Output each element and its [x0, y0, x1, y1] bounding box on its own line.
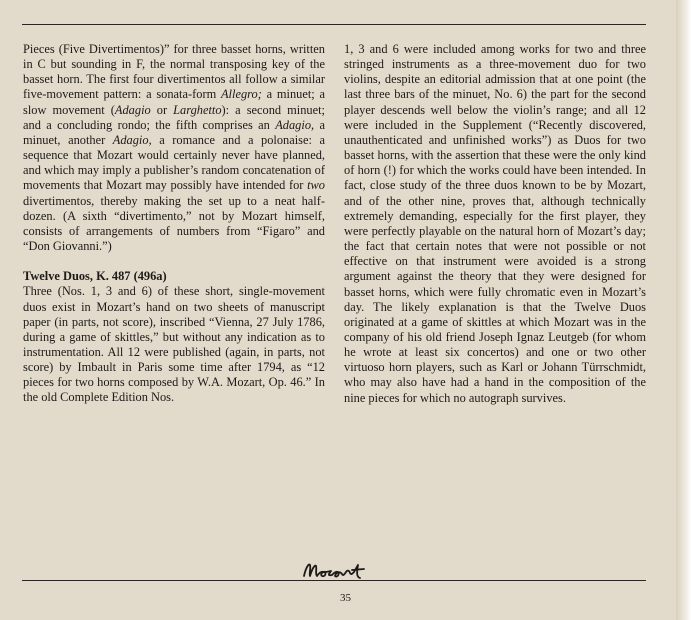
- bottom-rule: [22, 580, 646, 581]
- page-spine-shadow: [676, 0, 691, 620]
- left-paragraph-2: Three (Nos. 1, 3 and 6) of these short, single-movement duos exist in Mozart’s hand on two sheets of manuscript paper (in parts, not score), inscribed “Vienna, 27 July 1786, during a game of skittles,” but without any indication as to instrumentation. All 12 were published (again, in parts, not score) by Imbault in Paris some time after 1794, as “12 pieces for two horns composed by W.A. Mozart, Op. 46.” In the old Complete Edition Nos.: [23, 284, 325, 405]
- left-paragraph-1: Pieces (Five Divertimentos)” for three basset horns, written in C but sounding in F, the normal transposing key of the basset horn. The first four divertimentos all follow a similar five-movement pattern: a sonata-form Allegro; a minuet; a slow movement (Adagio or Larghetto): a second minuet; and a concluding rondo; the fifth comprises an Adagio, a minuet, another Adagio, a romance and a polonaise: a sequence that Mozart would certainly never have planned, and which may imply a publisher’s random concatenation of movements that Mozart may possibly have intended for two divertimentos, thereby making the set up to a neat half-dozen. (A sixth “divertimento,” not by Mozart himself, consists of arrangements of numbers from “Figaro” and “Don Giovanni.”): [23, 42, 325, 254]
- top-rule: [22, 24, 646, 25]
- right-column: [344, 42, 646, 406]
- page-number: 35: [340, 592, 351, 604]
- right-paragraph-1: 1, 3 and 6 were included among works for two and three stringed instruments as a three-movement duo for two violins, despite an editorial admission that at one point (the last three bars of the minuet, No. 6) the part for the second player descends well below the violin’s range; and all 12 were included in the Supplement (“Recently discovered, unauthenticated and unfinished works”) as Duos for two basset horns, with the assertion that these were the only kind of horn (!) for which the works could have been intended. In fact, close study of the three duos known to be by Mozart, and of the other nine, proves that, although technically extremely demanding, especially for the first player, they were perfectly playable on the natural horn of Mozart’s day; the fact that certain notes that were not possible or not effective on that instrument were avoided is a strong argument against the theory that they were designed for basset horns, which were fully chromatic even in Mozart’s day. The likely explanation is that the Twelve Duos originated at a game of skittles at which Mozart was in the company of his old friend Joseph Ignaz Leutgeb (for whom he wrote at least six concertos) and one or two other virtuoso horn players, such as Karl or Johann Türrschmidt, who may also have had a hand in the composition of the nine pieces for which no autograph survives.: [344, 42, 646, 405]
- left-column: [23, 42, 325, 406]
- section-heading: Twelve Duos, K. 487 (496a): [23, 269, 167, 284]
